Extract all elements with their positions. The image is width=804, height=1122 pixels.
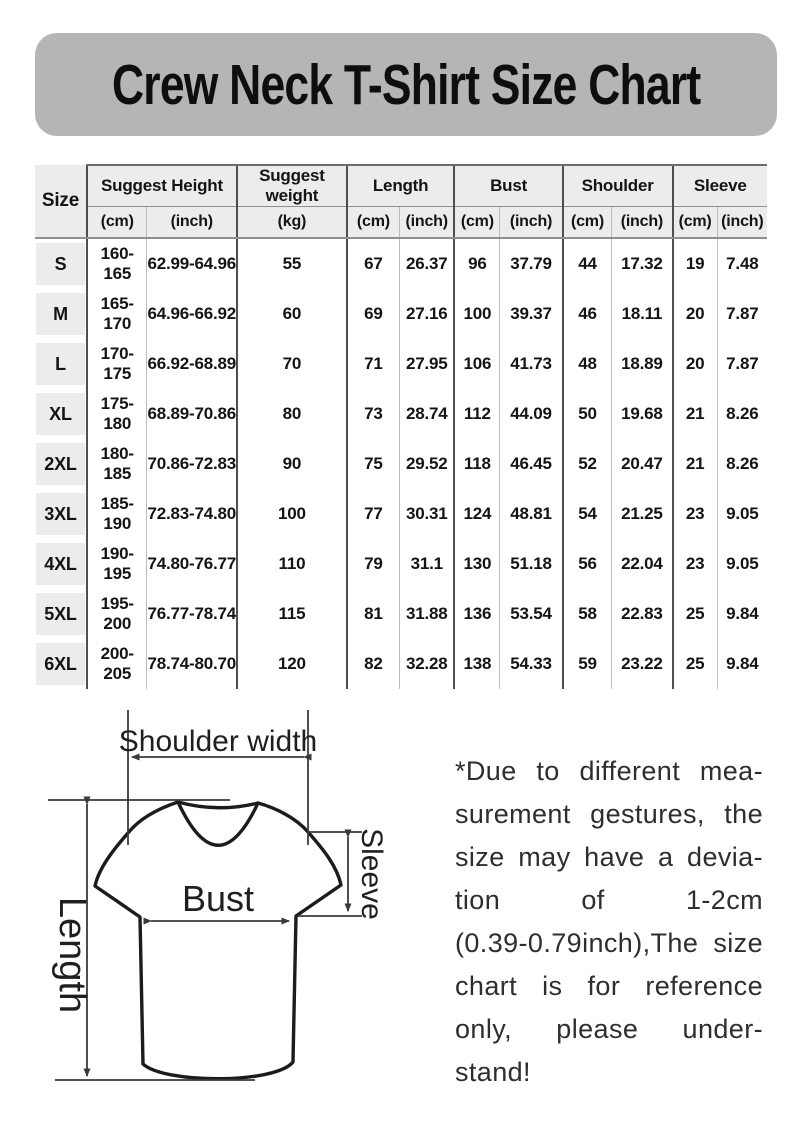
size-cell-label: XL [36,393,85,435]
table-cell: 21 [673,389,718,439]
table-cell: 118 [454,439,499,489]
size-cell [35,439,87,489]
table-cell: 27.16 [400,289,455,339]
table-cell: 9.05 [717,539,767,589]
table-cell: 54 [563,489,612,539]
table-cell: 25 [673,589,718,639]
table-cell: 30.31 [400,489,455,539]
table-cell: 96 [454,238,499,289]
table-cell: 48.81 [500,489,563,539]
table-cell: 67 [347,238,400,289]
table-cell: 64.96-66.92 [147,289,237,339]
table-cell: 8.26 [717,439,767,489]
table-header-unit-row [35,207,767,239]
length-label: Length [51,896,93,1014]
table-cell: 165-170 [87,289,147,339]
table-cell: 9.05 [717,489,767,539]
table-cell: 53.54 [500,589,563,639]
sleeve-label: Sleeve [355,828,388,920]
table-row [35,289,767,339]
header-group: Shoulder [563,165,673,207]
size-cell [35,289,87,339]
table-row [35,539,767,589]
table-cell: 60 [237,289,347,339]
size-cell-label: S [36,243,85,285]
table-cell: 58 [563,589,612,639]
header-unit: (inch) [612,207,673,239]
table-cell: 69 [347,289,400,339]
table-cell: 68.89-70.86 [147,389,237,439]
table-cell: 52 [563,439,612,489]
header-unit: (inch) [500,207,563,239]
table-cell: 50 [563,389,612,439]
table-row [35,589,767,639]
table-cell: 48 [563,339,612,389]
size-cell-label: 3XL [36,493,85,535]
table-cell: 55 [237,238,347,289]
table-cell: 120 [237,639,347,689]
table-header-group-row [35,165,767,207]
size-cell [35,639,87,689]
table-cell: 185-190 [87,489,147,539]
table-cell: 32.28 [400,639,455,689]
table-row [35,389,767,439]
header-unit: (cm) [347,207,400,239]
table-cell: 22.83 [612,589,673,639]
table-cell: 66.92-68.89 [147,339,237,389]
table-cell: 110 [237,539,347,589]
table-cell: 23 [673,489,718,539]
table-cell: 112 [454,389,499,439]
size-table-head [35,165,767,238]
table-cell: 71 [347,339,400,389]
table-cell: 160-165 [87,238,147,289]
table-cell: 51.18 [500,539,563,589]
table-cell: 18.11 [612,289,673,339]
header-unit: (cm) [563,207,612,239]
table-cell: 27.95 [400,339,455,389]
table-cell: 59 [563,639,612,689]
table-cell: 28.74 [400,389,455,439]
table-cell: 81 [347,589,400,639]
size-table-body [35,238,767,689]
size-cell-label: L [36,343,85,385]
table-cell: 39.37 [500,289,563,339]
header-unit: (inch) [717,207,767,239]
table-cell: 76.77-78.74 [147,589,237,639]
table-cell: 9.84 [717,639,767,689]
title-banner [35,33,777,136]
table-row [35,489,767,539]
table-cell: 23.22 [612,639,673,689]
table-cell: 19.68 [612,389,673,439]
table-cell: 70 [237,339,347,389]
table-cell: 74.80-76.77 [147,539,237,589]
size-cell-label: M [36,293,85,335]
table-cell: 29.52 [400,439,455,489]
table-cell: 19 [673,238,718,289]
table-cell: 90 [237,439,347,489]
disclaimer-line: surement gestures, the [455,799,763,829]
table-row [35,639,767,689]
table-row [35,238,767,289]
disclaimer-line: (0.39-0.79inch),The size [455,928,763,958]
table-cell: 7.87 [717,289,767,339]
header-group: Suggest weight [237,165,347,207]
table-cell: 8.26 [717,389,767,439]
table-cell: 20 [673,289,718,339]
table-cell: 26.37 [400,238,455,289]
header-size: Size [35,165,87,238]
table-cell: 21.25 [612,489,673,539]
table-cell: 136 [454,589,499,639]
page-title: Crew Neck T-Shirt Size Chart [111,52,701,117]
table-cell: 138 [454,639,499,689]
header-group: Bust [454,165,562,207]
table-cell: 54.33 [500,639,563,689]
size-cell [35,339,87,389]
size-table [35,164,767,689]
table-cell: 73 [347,389,400,439]
disclaimer-line: *Due to different mea- [455,756,763,786]
size-cell [35,238,87,289]
table-cell: 41.73 [500,339,563,389]
disclaimer-line: only, please under- [455,1014,763,1044]
header-unit: (inch) [147,207,237,239]
size-cell [35,489,87,539]
table-cell: 100 [454,289,499,339]
table-cell: 130 [454,539,499,589]
table-cell: 17.32 [612,238,673,289]
table-cell: 23 [673,539,718,589]
table-cell: 124 [454,489,499,539]
header-unit: (cm) [87,207,147,239]
tshirt-outline [95,802,341,1079]
header-group: Sleeve [673,165,768,207]
header-unit: (cm) [454,207,499,239]
table-cell: 70.86-72.83 [147,439,237,489]
size-cell-label: 5XL [36,593,85,635]
header-group: Length [347,165,455,207]
table-cell: 18.89 [612,339,673,389]
table-cell: 79 [347,539,400,589]
table-cell: 20.47 [612,439,673,489]
table-cell: 22.04 [612,539,673,589]
size-cell [35,539,87,589]
bust-label: Bust [181,878,255,919]
table-cell: 56 [563,539,612,589]
table-cell: 200-205 [87,639,147,689]
table-cell: 195-200 [87,589,147,639]
table-cell: 77 [347,489,400,539]
table-cell: 9.84 [717,589,767,639]
size-cell-label: 2XL [36,443,85,485]
header-unit: (inch) [400,207,455,239]
header-unit: (kg) [237,207,347,239]
size-cell-label: 4XL [36,543,85,585]
table-cell: 44.09 [500,389,563,439]
table-cell: 190-195 [87,539,147,589]
table-cell: 78.74-80.70 [147,639,237,689]
table-cell: 80 [237,389,347,439]
table-cell: 25 [673,639,718,689]
table-cell: 46 [563,289,612,339]
disclaimer-text [455,750,763,1094]
table-cell: 170-175 [87,339,147,389]
size-cell [35,389,87,439]
tshirt-measurement-diagram [20,695,435,1115]
table-cell: 72.83-74.80 [147,489,237,539]
table-cell: 180-185 [87,439,147,489]
table-cell: 46.45 [500,439,563,489]
table-cell: 75 [347,439,400,489]
size-cell-label: 6XL [36,643,85,685]
table-cell: 37.79 [500,238,563,289]
header-unit: (cm) [673,207,718,239]
header-group: Suggest Height [87,165,237,207]
table-cell: 175-180 [87,389,147,439]
table-cell: 106 [454,339,499,389]
table-cell: 7.87 [717,339,767,389]
table-row [35,339,767,389]
table-cell: 115 [237,589,347,639]
disclaimer-line: stand! [455,1057,531,1087]
disclaimer-line: size may have a devia- [455,842,763,872]
table-cell: 20 [673,339,718,389]
table-cell: 31.88 [400,589,455,639]
size-cell [35,589,87,639]
table-row [35,439,767,489]
disclaimer-line: tion of 1-2cm [455,885,763,915]
table-cell: 62.99-64.96 [147,238,237,289]
table-cell: 21 [673,439,718,489]
disclaimer-line: chart is for reference [455,971,763,1001]
table-cell: 44 [563,238,612,289]
table-cell: 31.1 [400,539,455,589]
table-cell: 82 [347,639,400,689]
shoulder-width-label: Shoulder width [118,725,318,758]
table-cell: 100 [237,489,347,539]
table-cell: 7.48 [717,238,767,289]
